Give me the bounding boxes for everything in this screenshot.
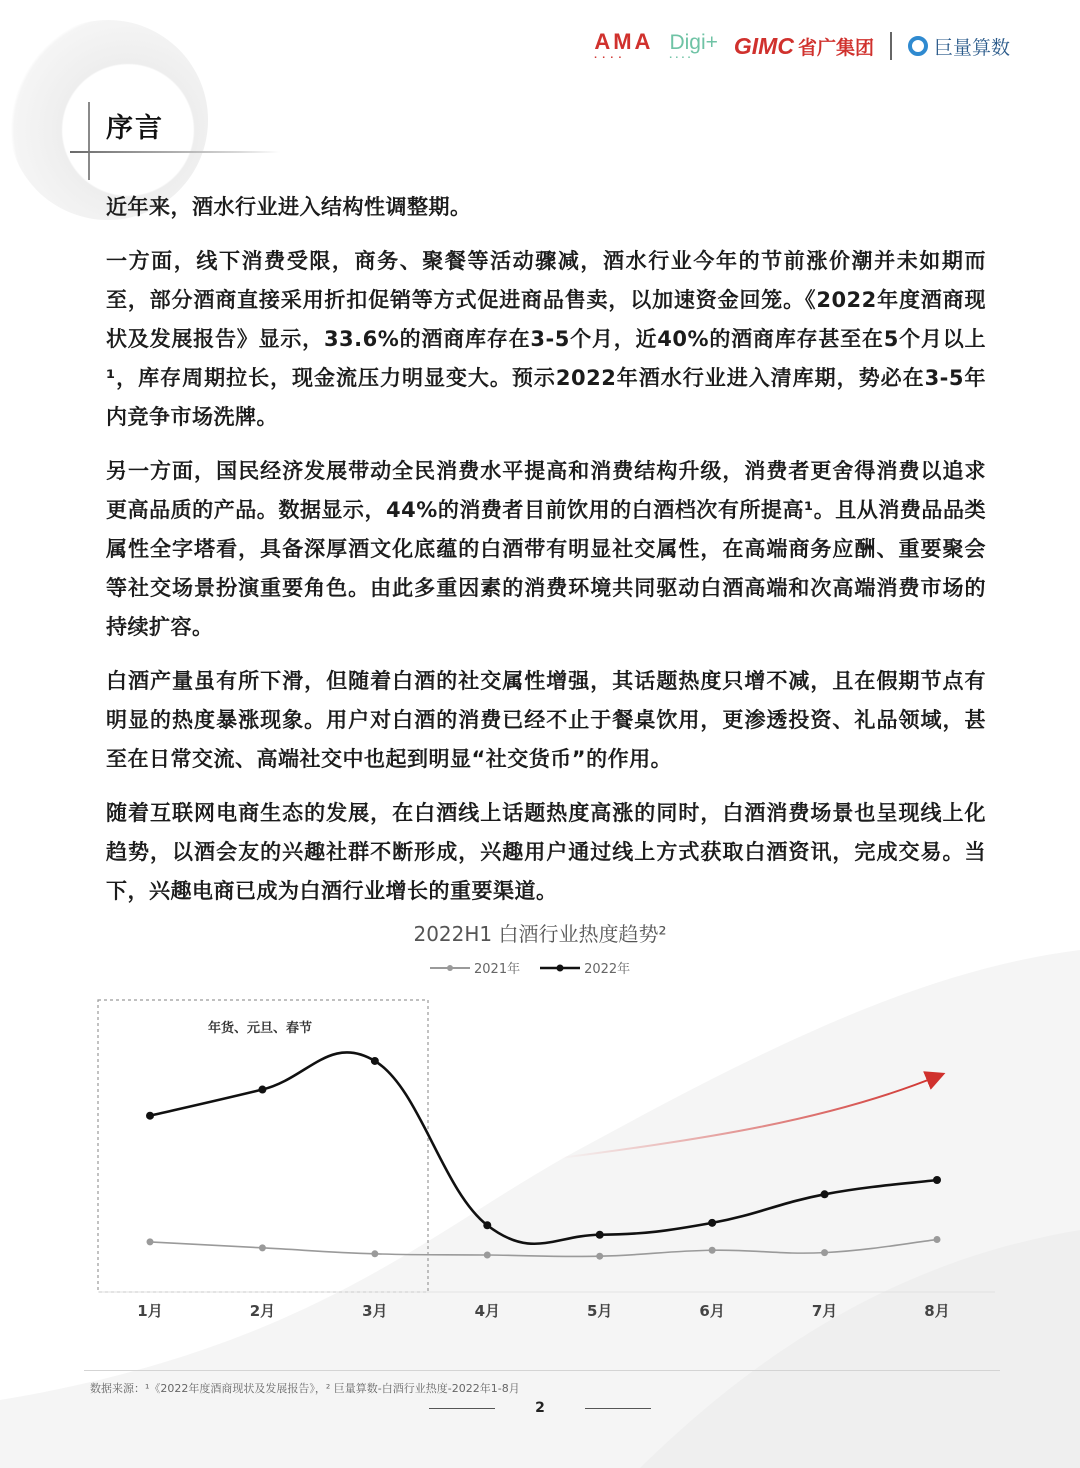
partner-logos [594,28,1010,64]
trend-arrow [560,1076,938,1158]
data-point-2022年-4月 [483,1221,491,1229]
x-tick-label: 4月 [474,1302,501,1320]
paragraph: 另一方面，国民经济发展带动全民消费水平提高和消费结构升级，消费者更舍得消费以追求更高品质的产品。数据显示，44%的消费者目前饮用的白酒档次有所提高¹。且从消费品品类属性全字塔看，具备深厚酒文化底蕴的白酒带有明显社交属性，在高端商务应酬、重要聚会等社交场景扮演重要角色。由此多重因素的消费环境共同驱动白酒高端和次高端消费市场的持续扩容。 [106,459,986,639]
page-line-right [585,1408,651,1409]
title-accent-vertical [88,102,90,180]
x-tick-label: 2月 [249,1302,276,1320]
data-point-2021年-3月 [371,1250,378,1257]
heat-trend-chart [0,980,1080,1340]
page-line-left [429,1408,495,1409]
data-point-2022年-5月 [596,1231,604,1239]
logo-divider [890,32,892,60]
page-number: 2 [535,1400,545,1416]
ama-logo: AMA ▪▪▪▪ [594,29,654,61]
series-line-2022年 [150,1052,937,1243]
page-footer [0,1400,1080,1416]
data-point-2022年-6月 [708,1219,716,1227]
data-point-2021年-2月 [259,1244,266,1251]
data-point-2022年-2月 [258,1086,266,1094]
data-point-2021年-8月 [934,1236,941,1243]
paragraph: 近年来，酒水行业进入结构性调整期。 [106,195,472,219]
legend-item-2021: 2021年 [430,958,520,977]
digi-logo: Digi+ ▪▪▪▪ [669,30,718,61]
x-tick-label: 5月 [586,1302,613,1320]
x-tick-label: 1月 [137,1302,163,1320]
chart-title: 2022H1 白酒行业热度趋势² [413,922,667,946]
x-tick-label: 8月 [924,1302,950,1320]
paragraph: 白酒产量虽有所下滑，但随着白酒的社交属性增强，其话题热度只增不减，且在假期节点有明显的热度暴涨现象。用户对白酒的消费已经不止于餐桌饮用，更渗透投资、礼品领域，甚至在日常交流、高端社交中也起到明显“社交货币”的作用。 [106,669,986,771]
legend-item-2022: 2022年 [540,958,630,977]
data-point-2021年-4月 [484,1252,491,1259]
data-point-2021年-7月 [821,1249,828,1256]
data-point-2022年-8月 [933,1176,941,1184]
x-tick-label: 7月 [811,1302,838,1320]
gimc-logo: GIMC 省广集团 [733,32,874,59]
source-footnote: 数据来源：¹《2022年度酒商现状及发展报告》，² 巨量算数-白酒行业热度-2022年1-8月 [90,1382,520,1395]
julian-mark-icon [908,36,928,56]
paragraph: 随着互联网电商生态的发展，在白酒线上话题热度高涨的同时，白酒消费场景也呈现线上化趋势，以酒会友的兴趣社群不断形成，兴趣用户通过线上方式获取白酒资讯，完成交易。当下，兴趣电商已成为白酒行业增长的重要渠道。 [106,801,986,903]
data-point-2021年-5月 [596,1253,603,1260]
footnote-divider [84,1370,1000,1371]
x-tick-label: 3月 [362,1302,388,1320]
data-point-2021年-1月 [147,1238,154,1245]
x-tick-label: 6月 [699,1302,725,1320]
data-point-2021年-6月 [709,1247,716,1254]
julian-logo: 巨量算数 [908,33,1010,60]
data-point-2022年-7月 [821,1190,829,1198]
holiday-annotation: 年货、元旦、春节 [207,1021,313,1036]
chart-legend [430,958,630,977]
data-point-2022年-1月 [146,1112,154,1120]
data-point-2022年-3月 [371,1057,379,1065]
preface-body [106,188,986,926]
title-accent-horizontal [70,151,280,153]
page-title: 序言 [106,113,164,144]
paragraph: 一方面，线下消费受限，商务、聚餐等活动骤减，酒水行业今年的节前涨价潮并未如期而至，部分酒商直接采用折扣促销等方式促进商品售卖，以加速资金回笼。《2022年度酒商现状及发展报告》显示，33.6%的酒商库存在3-5个月，近40%的酒商库存甚至在5个月以上¹，库存周期拉长，现金流压力明显变大。预示2022年酒水行业进入清库期，势必在3-5年内竞争市场洗牌。 [106,249,986,429]
